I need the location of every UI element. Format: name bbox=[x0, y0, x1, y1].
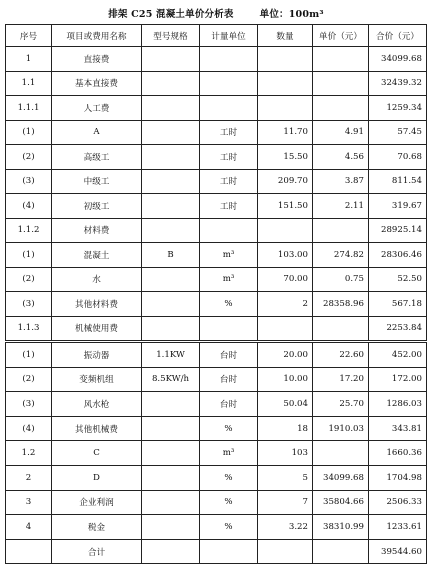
table-row bbox=[6, 416, 427, 441]
qty-cell: 11.70 bbox=[258, 120, 313, 145]
amount-cell: 452.00 bbox=[369, 343, 427, 368]
header-cell: 计量单位 bbox=[200, 25, 258, 47]
table-row bbox=[6, 515, 427, 540]
amount-cell: 70.68 bbox=[369, 145, 427, 170]
unit-cell: 台时 bbox=[200, 392, 258, 417]
seq-cell: 1 bbox=[6, 47, 52, 72]
spec-cell bbox=[142, 218, 200, 243]
spec-cell bbox=[142, 169, 200, 194]
seq-cell: 1.1.3 bbox=[6, 316, 52, 341]
spec-cell bbox=[142, 465, 200, 490]
amount-cell: 319.67 bbox=[369, 194, 427, 219]
spec-cell: 8.5KW/h bbox=[142, 367, 200, 392]
spec-cell bbox=[142, 267, 200, 292]
unit-cell: m³ bbox=[200, 267, 258, 292]
unit-cell bbox=[200, 47, 258, 72]
qty-cell: 70.00 bbox=[258, 267, 313, 292]
amount-cell: 2506.33 bbox=[369, 490, 427, 515]
amount-cell: 1704.98 bbox=[369, 465, 427, 490]
amount-cell: 28925.14 bbox=[369, 218, 427, 243]
qty-cell bbox=[258, 316, 313, 341]
amount-cell: 1660.36 bbox=[369, 441, 427, 466]
spec-cell bbox=[142, 515, 200, 540]
seq-cell: (3) bbox=[6, 169, 52, 194]
qty-cell: 15.50 bbox=[258, 145, 313, 170]
name-cell: 税金 bbox=[52, 515, 142, 540]
table-row bbox=[6, 267, 427, 292]
seq-cell: 1.1.2 bbox=[6, 218, 52, 243]
name-cell: 合计 bbox=[52, 539, 142, 564]
name-cell: 高级工 bbox=[52, 145, 142, 170]
amount-cell: 52.50 bbox=[369, 267, 427, 292]
title-text: 排架 C25 混凝土单价分析表 bbox=[108, 9, 234, 20]
seq-cell: 4 bbox=[6, 515, 52, 540]
table-row bbox=[6, 169, 427, 194]
price-cell: 17.20 bbox=[313, 367, 369, 392]
unit-cell: 工时 bbox=[200, 145, 258, 170]
qty-cell: 18 bbox=[258, 416, 313, 441]
unit-price-table-top bbox=[5, 24, 427, 341]
unit-cell: % bbox=[200, 490, 258, 515]
qty-cell bbox=[258, 47, 313, 72]
price-cell bbox=[313, 71, 369, 96]
amount-cell: 39544.60 bbox=[369, 539, 427, 564]
table-row bbox=[6, 47, 427, 72]
price-cell bbox=[313, 539, 369, 564]
header-cell: 合价（元） bbox=[369, 25, 427, 47]
seq-cell: (1) bbox=[6, 343, 52, 368]
amount-cell: 811.54 bbox=[369, 169, 427, 194]
name-cell: 机械使用费 bbox=[52, 316, 142, 341]
unit-cell: m³ bbox=[200, 441, 258, 466]
price-cell: 2.11 bbox=[313, 194, 369, 219]
unit-cell bbox=[200, 218, 258, 243]
table-row bbox=[6, 490, 427, 515]
spec-cell bbox=[142, 490, 200, 515]
spec-cell bbox=[142, 292, 200, 317]
spec-cell bbox=[142, 441, 200, 466]
price-cell: 0.75 bbox=[313, 267, 369, 292]
name-cell: 振动器 bbox=[52, 343, 142, 368]
seq-cell: 1.2 bbox=[6, 441, 52, 466]
price-cell bbox=[313, 96, 369, 121]
price-cell: 35804.66 bbox=[313, 490, 369, 515]
unit-cell: 工时 bbox=[200, 120, 258, 145]
qty-cell: 7 bbox=[258, 490, 313, 515]
table-row bbox=[6, 243, 427, 268]
header-cell: 数量 bbox=[258, 25, 313, 47]
amount-cell: 343.81 bbox=[369, 416, 427, 441]
amount-cell: 32439.32 bbox=[369, 71, 427, 96]
spec-cell bbox=[142, 71, 200, 96]
table-row bbox=[6, 120, 427, 145]
table-row bbox=[6, 367, 427, 392]
qty-cell: 103.00 bbox=[258, 243, 313, 268]
spec-cell: B bbox=[142, 243, 200, 268]
name-cell: C bbox=[52, 441, 142, 466]
table-row bbox=[6, 71, 427, 96]
name-cell: A bbox=[52, 120, 142, 145]
amount-cell: 57.45 bbox=[369, 120, 427, 145]
price-cell: 28358.96 bbox=[313, 292, 369, 317]
name-cell: 中级工 bbox=[52, 169, 142, 194]
name-cell: 材料费 bbox=[52, 218, 142, 243]
price-cell: 274.82 bbox=[313, 243, 369, 268]
name-cell: 风水枪 bbox=[52, 392, 142, 417]
price-cell: 38310.99 bbox=[313, 515, 369, 540]
seq-cell: 2 bbox=[6, 465, 52, 490]
price-cell: 1910.03 bbox=[313, 416, 369, 441]
name-cell: 水 bbox=[52, 267, 142, 292]
amount-cell: 172.00 bbox=[369, 367, 427, 392]
name-cell: 混凝土 bbox=[52, 243, 142, 268]
qty-cell bbox=[258, 218, 313, 243]
qty-cell bbox=[258, 539, 313, 564]
unit-cell: 工时 bbox=[200, 194, 258, 219]
table-row bbox=[6, 292, 427, 317]
price-cell: 34099.68 bbox=[313, 465, 369, 490]
unit-label: 单位：100m³ bbox=[259, 9, 324, 20]
spec-cell bbox=[142, 392, 200, 417]
price-cell bbox=[313, 316, 369, 341]
price-cell: 22.60 bbox=[313, 343, 369, 368]
qty-cell: 151.50 bbox=[258, 194, 313, 219]
unit-cell: % bbox=[200, 515, 258, 540]
unit-cell: % bbox=[200, 465, 258, 490]
unit-cell bbox=[200, 316, 258, 341]
amount-cell: 34099.68 bbox=[369, 47, 427, 72]
header-cell: 项目或费用名称 bbox=[52, 25, 142, 47]
name-cell: 其他材料费 bbox=[52, 292, 142, 317]
table-row bbox=[6, 465, 427, 490]
table-row bbox=[6, 441, 427, 466]
seq-cell: (2) bbox=[6, 367, 52, 392]
table-row bbox=[6, 218, 427, 243]
amount-cell: 28306.46 bbox=[369, 243, 427, 268]
header-cell: 序号 bbox=[6, 25, 52, 47]
spec-cell bbox=[142, 194, 200, 219]
table-row bbox=[6, 145, 427, 170]
name-cell: 企业利润 bbox=[52, 490, 142, 515]
spec-cell bbox=[142, 316, 200, 341]
unit-price-table-bottom bbox=[5, 342, 427, 564]
table-row bbox=[6, 194, 427, 219]
unit-cell: 台时 bbox=[200, 367, 258, 392]
qty-cell: 20.00 bbox=[258, 343, 313, 368]
price-cell: 4.56 bbox=[313, 145, 369, 170]
qty-cell: 2 bbox=[258, 292, 313, 317]
seq-cell: (2) bbox=[6, 145, 52, 170]
table-row bbox=[6, 539, 427, 564]
amount-cell: 2253.84 bbox=[369, 316, 427, 341]
unit-cell: m³ bbox=[200, 243, 258, 268]
qty-cell bbox=[258, 71, 313, 96]
name-cell: D bbox=[52, 465, 142, 490]
name-cell: 初级工 bbox=[52, 194, 142, 219]
table-row bbox=[6, 392, 427, 417]
header-cell: 单价（元） bbox=[313, 25, 369, 47]
seq-cell: 3 bbox=[6, 490, 52, 515]
unit-cell bbox=[200, 71, 258, 96]
unit-cell bbox=[200, 96, 258, 121]
seq-cell: (1) bbox=[6, 243, 52, 268]
price-cell bbox=[313, 441, 369, 466]
spec-cell: 1.1KW bbox=[142, 343, 200, 368]
seq-cell: 1.1 bbox=[6, 71, 52, 96]
spec-cell bbox=[142, 145, 200, 170]
qty-cell: 3.22 bbox=[258, 515, 313, 540]
unit-cell: % bbox=[200, 292, 258, 317]
seq-cell: (3) bbox=[6, 292, 52, 317]
amount-cell: 1233.61 bbox=[369, 515, 427, 540]
price-cell: 25.70 bbox=[313, 392, 369, 417]
price-cell bbox=[313, 47, 369, 72]
spec-cell bbox=[142, 47, 200, 72]
table-title bbox=[0, 6, 432, 20]
table-row bbox=[6, 96, 427, 121]
qty-cell: 209.70 bbox=[258, 169, 313, 194]
name-cell: 基本直接费 bbox=[52, 71, 142, 96]
name-cell: 其他机械费 bbox=[52, 416, 142, 441]
seq-cell: 1.1.1 bbox=[6, 96, 52, 121]
amount-cell: 1259.34 bbox=[369, 96, 427, 121]
unit-cell: 台时 bbox=[200, 343, 258, 368]
seq-cell: (3) bbox=[6, 392, 52, 417]
qty-cell: 10.00 bbox=[258, 367, 313, 392]
seq-cell: (1) bbox=[6, 120, 52, 145]
seq-cell: (4) bbox=[6, 416, 52, 441]
seq-cell: (4) bbox=[6, 194, 52, 219]
price-cell bbox=[313, 218, 369, 243]
qty-cell: 50.04 bbox=[258, 392, 313, 417]
unit-cell: 工时 bbox=[200, 169, 258, 194]
name-cell: 直接费 bbox=[52, 47, 142, 72]
name-cell: 人工费 bbox=[52, 96, 142, 121]
unit-cell: % bbox=[200, 416, 258, 441]
header-cell: 型号规格 bbox=[142, 25, 200, 47]
unit-cell bbox=[200, 539, 258, 564]
amount-cell: 1286.03 bbox=[369, 392, 427, 417]
seq-cell bbox=[6, 539, 52, 564]
qty-cell: 103 bbox=[258, 441, 313, 466]
spec-cell bbox=[142, 539, 200, 564]
header-row bbox=[6, 25, 427, 47]
table-row bbox=[6, 343, 427, 368]
spec-cell bbox=[142, 96, 200, 121]
qty-cell: 5 bbox=[258, 465, 313, 490]
name-cell: 变频机组 bbox=[52, 367, 142, 392]
price-cell: 4.91 bbox=[313, 120, 369, 145]
spec-cell bbox=[142, 120, 200, 145]
table-row bbox=[6, 316, 427, 341]
spec-cell bbox=[142, 416, 200, 441]
qty-cell bbox=[258, 96, 313, 121]
price-cell: 3.87 bbox=[313, 169, 369, 194]
seq-cell: (2) bbox=[6, 267, 52, 292]
amount-cell: 567.18 bbox=[369, 292, 427, 317]
